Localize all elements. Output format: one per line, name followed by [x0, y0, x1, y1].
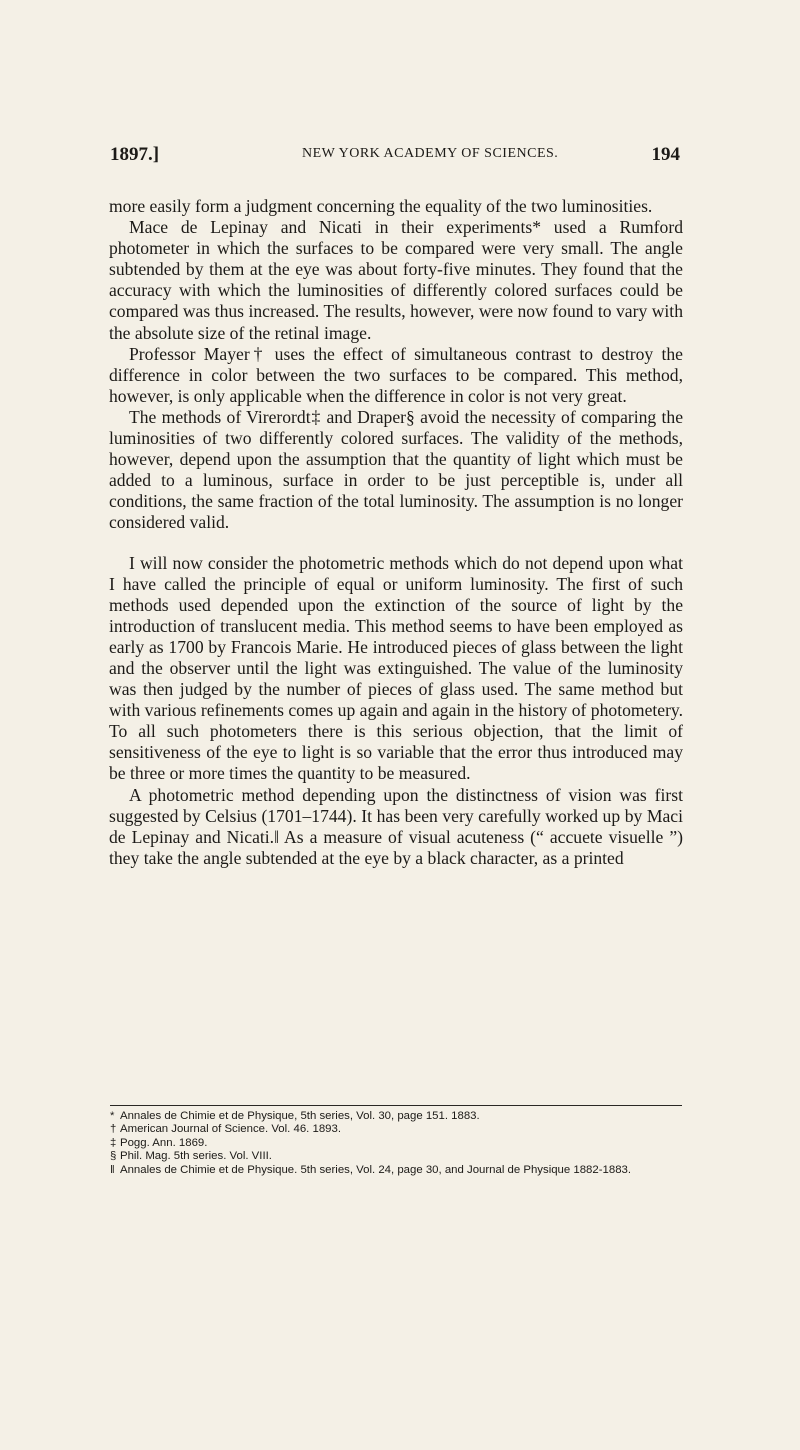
footnote-text: Annales de Chimie et de Physique. 5th series, Vol. 24, page 30, and Journal de Physique 1882-1883. — [120, 1163, 632, 1176]
paragraph-4: The methods of Virerordt‡ and Draper§ avoid the necessity of comparing the luminosities of two differently colored surfaces. The validity of the methods, however, depend upon the assumption that the quantity of light which must be added to a luminous, surface in order to be just perceptible is, under all conditions, the same fraction of the total luminosity. The assumption is no longer considered valid. — [109, 406, 683, 533]
page-number: 194 — [651, 144, 680, 165]
body-text — [109, 196, 683, 869]
footnote-text: Annales de Chimie et de Physique, 5th series, Vol. 30, page 151. 1883. — [120, 1110, 480, 1122]
paragraph-5: I will now consider the photometric methods which do not depend upon what I have called the principle of equal or uniform luminosity. The first of such methods used depended upon the extinction of the source of light by the introduction of translucent media. This method seems to have been employed as early as 1700 by Francois Marie. He introduced pieces of glass between the light and the observer until the light was extinguished. The value of the luminosity was then judged by the number of pieces of glass used. The same method but with various refinements comes up again and again in the history of photometery. To all such photometers there is this serious objection, that the limit of sensitiveness of the eye to light is so variable that the error thus introduced may be three or more times the quantity to be measured. — [109, 552, 683, 784]
paragraph-6: A photometric method depending upon the distinctness of vision was first suggested by Celsius (1701–1744). It has been very carefully worked up by Maci de Lepinay and Nicati.‖ As a measure of visual acuteness (“ accuete visuelle ”) they take the angle subtended at the eye by a black character, as a printed — [109, 784, 683, 868]
footnote-marker: † — [110, 1123, 117, 1136]
footnotes — [110, 1110, 680, 1177]
footnote-text: Phil. Mag. 5th series. Vol. VIII. — [120, 1150, 272, 1163]
paragraph-2: Mace de Lepinay and Nicati in their experiments* used a Rumford photometer in which the surfaces to be compared were very small. The angle subtended by them at the eye was about forty-five minutes. They found that the accuracy with which the luminosities of differently colored surfaces could be compared was thus increased. The results, however, were now found to vary with the absolute size of the retinal image. — [109, 217, 683, 343]
footnote-marker: ‡ — [110, 1136, 117, 1149]
paragraph-1: more easily form a judgment concerning the equality of the two luminosities. — [109, 196, 653, 216]
running-head-year: 1897.] — [110, 144, 160, 165]
footnote-marker: ‖ — [110, 1163, 115, 1176]
footnote — [110, 1123, 680, 1136]
paragraph-3: Professor Mayer† uses the effect of simultaneous contrast to destroy the difference in color between the two surfaces to be compared. This method, however, is only applicable when the difference in color is not very great. — [109, 343, 683, 406]
footnote-text: Pogg. Ann. 1869. — [120, 1136, 208, 1149]
footnote — [110, 1110, 680, 1123]
footnote — [110, 1137, 680, 1150]
footnote — [110, 1150, 680, 1163]
footnote-marker: * — [110, 1110, 115, 1122]
footnote — [110, 1164, 680, 1177]
footnote-text: American Journal of Science. Vol. 46. 1893. — [120, 1123, 341, 1136]
footnote-marker: § — [110, 1150, 117, 1163]
running-head — [110, 144, 680, 174]
running-head-title: NEW YORK ACADEMY OF SCIENCES. — [302, 146, 559, 161]
footnote-divider — [110, 1105, 682, 1106]
